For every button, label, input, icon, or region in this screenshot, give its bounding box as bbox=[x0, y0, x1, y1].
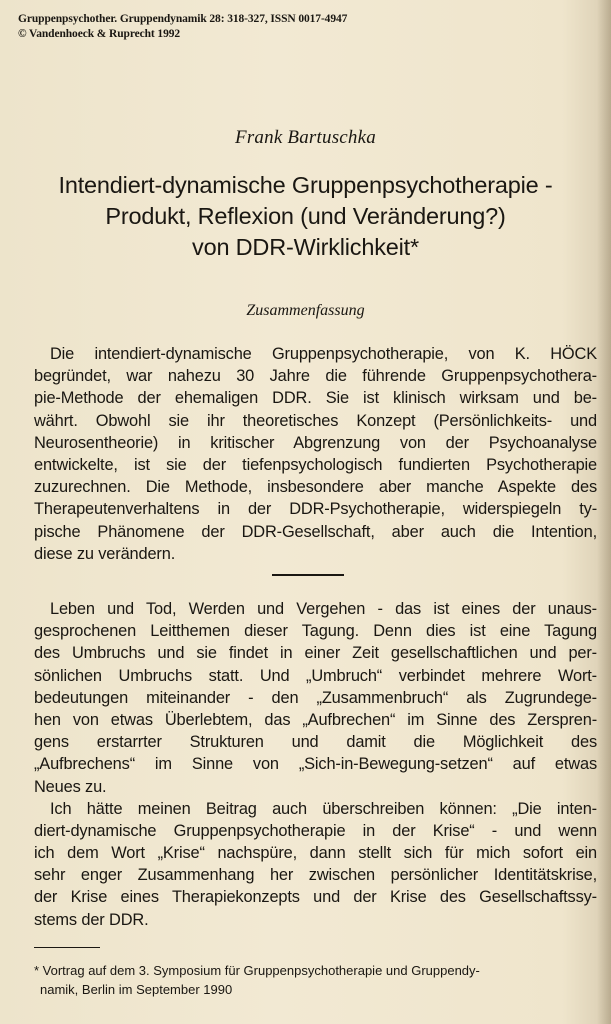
abstract-line: Die intendiert-dynamische Gruppenpsychotherapie, von K. HÖCK bbox=[50, 345, 597, 363]
abstract-line: zuzurechnen. Die Methode, insbesondere aber manche Aspekte des bbox=[34, 478, 597, 497]
abstract-line: pische Phänomene der DDR-Gesellschaft, aber auch die Intention, bbox=[34, 522, 597, 541]
body-line: stems der DDR. bbox=[34, 910, 149, 929]
abstract-line: entwickelte, ist sie der tiefenpsychologisch fundierten Psychotherapie bbox=[34, 455, 597, 474]
body-line: bedeutungen miteinander - den „Zusammenbruch“ als Zugrundege- bbox=[34, 688, 597, 707]
copyright-notice: © Vandenhoeck & Ruprecht 1992 bbox=[18, 28, 181, 40]
title-line-1: Intendiert-dynamische Gruppenpsychotherapie - bbox=[58, 172, 553, 198]
body-paragraphs bbox=[34, 598, 597, 931]
footnote-line-2: namik, Berlin im September 1990 bbox=[40, 981, 233, 997]
body-line: Leben und Tod, Werden und Vergehen - das ist eines der unaus- bbox=[50, 600, 597, 618]
body-line: hen von etwas Überlebtem, das „Aufbrechen“ im Sinne des Zerspren- bbox=[34, 710, 597, 729]
page-edge-shadow bbox=[597, 0, 611, 1024]
abstract-line: währt. Obwohl sie ihr theoretisches Konzept (Persönlichkeits- und bbox=[34, 411, 597, 430]
abstract-heading: Zusammenfassung bbox=[246, 302, 365, 319]
body-line: ich dem Wort „Krise“ nachspüre, dann stellt sich für mich sofort ein bbox=[34, 844, 597, 863]
body-line: des Umbruchs und sie findet in einer Zeit gesellschaftlichen und per- bbox=[34, 644, 597, 663]
body-line: diert-dynamische Gruppenpsychotherapie in der Krise“ - und wenn bbox=[34, 821, 597, 840]
footnote bbox=[34, 962, 594, 999]
abstract-line: pie-Methode der ehemaligen DDR. Sie ist klinisch wirksam und be- bbox=[34, 389, 597, 408]
author-name: Frank Bartuschka bbox=[235, 127, 376, 148]
body-line: „Aufbrechens“ im Sinne von „Sich-in-Bewegung-setzen“ auf etwas bbox=[34, 755, 597, 774]
footnote-line-1: * Vortrag auf dem 3. Symposium für Gruppenpsychotherapie und Gruppendy- bbox=[34, 963, 480, 978]
section-divider bbox=[272, 574, 344, 576]
abstract-paragraph bbox=[34, 343, 597, 565]
body-line: Ich hätte meinen Beitrag auch überschreiben können: „Die inten- bbox=[50, 799, 597, 818]
body-line: sönlichen Umbruchs statt. Und „Umbruch“ verbindet mehrere Wort- bbox=[34, 666, 597, 685]
footnote-rule bbox=[34, 947, 100, 948]
body-line: gens erstarrter Strukturen und damit die Möglichkeit des bbox=[34, 733, 597, 752]
article-title bbox=[0, 170, 611, 263]
body-line: Neues zu. bbox=[34, 777, 107, 796]
body-line: der Krise eines Therapiekonzepts und der Krise des Gesellschaftssy- bbox=[34, 888, 597, 907]
abstract-line: diese zu verändern. bbox=[34, 544, 176, 563]
journal-citation: Gruppenpsychother. Gruppendynamik 28: 318-327, ISSN 0017-4947 bbox=[18, 13, 348, 25]
body-line: sehr enger Zusammenhang her zwischen persönlicher Identitätskrise, bbox=[34, 866, 597, 885]
abstract-line: begründet, war nahezu 30 Jahre die führende Gruppenpsychothera- bbox=[34, 367, 597, 386]
body-line: gesprochenen Leitthemen dieser Tagung. Denn dies ist eine Tagung bbox=[34, 622, 597, 641]
journal-header bbox=[18, 12, 347, 42]
abstract-line: Neurosentheorie) in kritischer Abgrenzung von der Psychoanalyse bbox=[34, 433, 597, 452]
title-line-3: von DDR-Wirklichkeit* bbox=[192, 234, 419, 260]
title-line-2: Produkt, Reflexion (und Veränderung?) bbox=[105, 203, 506, 229]
abstract-line: Therapeutenverhaltens in der DDR-Psychotherapie, widerspiegeln ty- bbox=[34, 500, 597, 519]
